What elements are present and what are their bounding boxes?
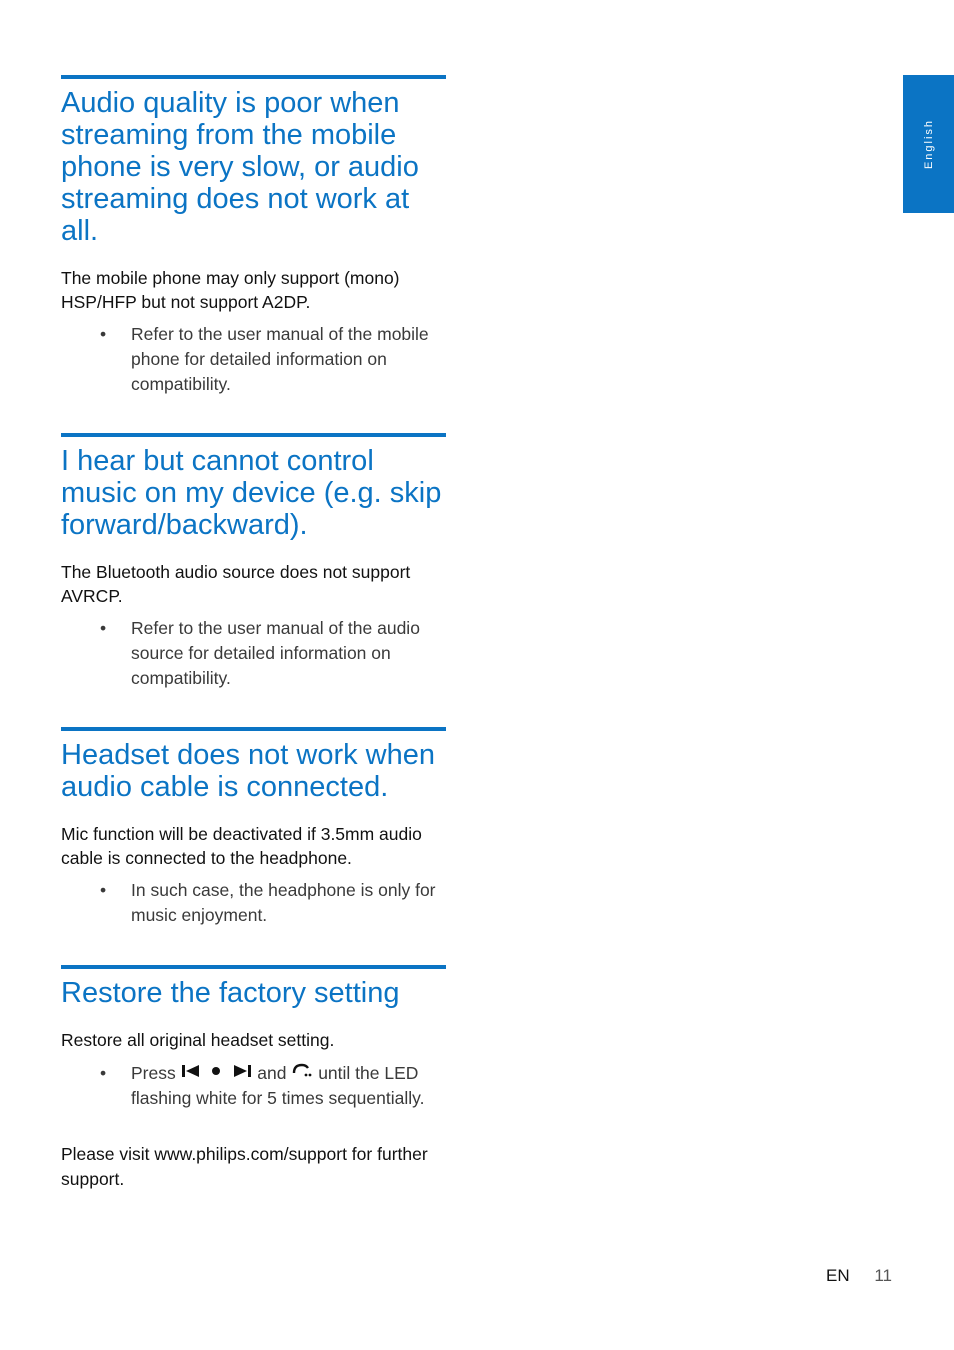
bullet-text: Refer to the user manual of the mobile phone for detailed information on compatibility. — [131, 324, 429, 394]
bullet-list — [61, 616, 446, 691]
footer-lang: EN — [826, 1266, 850, 1285]
bullet-list — [61, 878, 446, 928]
bullet-icon: • — [100, 880, 107, 900]
bullet-icon: • — [100, 618, 107, 638]
bullet-item — [61, 616, 446, 691]
bullet-press: Press — [131, 1062, 176, 1083]
section-rule — [61, 75, 446, 79]
section-rule — [61, 433, 446, 437]
bullet-item — [61, 322, 446, 397]
next-track-icon — [232, 1061, 252, 1086]
dot-icon — [205, 1061, 227, 1086]
section-heading: Headset does not work when audio cable is connected. — [61, 739, 435, 803]
section-rule — [61, 727, 446, 731]
section-audio-quality — [61, 75, 446, 397]
page-footer — [826, 1266, 892, 1286]
previous-track-icon — [181, 1061, 201, 1086]
language-tab-label: English — [922, 118, 935, 170]
bullet-icon: • — [100, 324, 107, 344]
bullet-item — [61, 1061, 446, 1111]
bullet-item — [61, 878, 446, 928]
bullet-icon: • — [100, 1062, 107, 1083]
language-tab — [903, 75, 954, 213]
call-icon — [291, 1061, 313, 1086]
section-lead: The mobile phone may only support (mono) HSP/HFP but not support A2DP. — [61, 268, 400, 312]
section-rule — [61, 965, 446, 969]
section-lead: Restore all original headset setting. — [61, 1030, 335, 1050]
section-lead: The Bluetooth audio source does not support AVRCP. — [61, 562, 411, 606]
bullet-list — [61, 322, 446, 397]
bullet-and: and — [257, 1062, 287, 1083]
section-heading: Restore the factory setting — [61, 977, 400, 1009]
page-number: 11 — [874, 1266, 893, 1285]
section-factory-reset — [61, 965, 446, 1111]
support-note: Please visit www.philips.com/support for further support. — [61, 1144, 428, 1189]
section-music-control — [61, 433, 446, 691]
section-heading: Audio quality is poor when streaming from the mobile phone is very slow, or audio streaming does not work at all. — [61, 87, 419, 247]
bullet-rest: until the LED flashing white for 5 times sequentially. — [131, 1062, 425, 1108]
bullet-list — [61, 1061, 446, 1111]
section-audio-cable — [61, 727, 446, 928]
bullet-text: Refer to the user manual of the audio source for detailed information on compatibility. — [131, 618, 420, 688]
bullet-text: In such case, the headphone is only for music enjoyment. — [131, 880, 436, 925]
section-heading: I hear but cannot control music on my device (e.g. skip forward/backward). — [61, 445, 442, 541]
section-lead: Mic function will be deactivated if 3.5mm audio cable is connected to the headphone. — [61, 824, 422, 868]
